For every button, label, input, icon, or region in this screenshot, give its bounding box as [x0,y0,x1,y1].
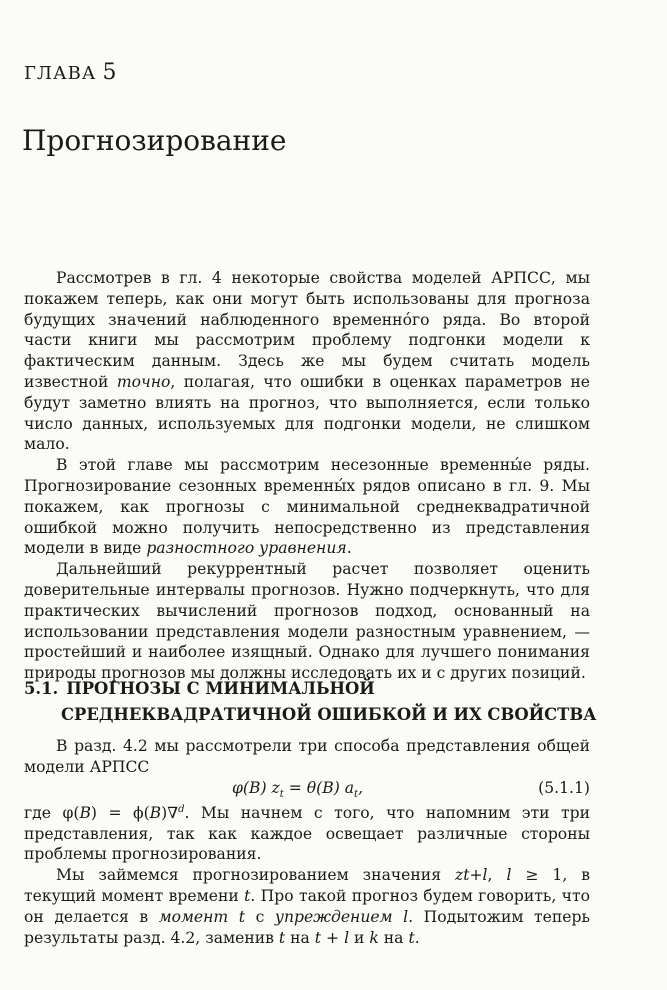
formula-expression: φ(B) $z_t = \theta(B)$ $a_t$, [232,778,364,800]
section-title-line1: ПРОГНОЗЫ С МИНИМАЛЬНОЙ [66,679,375,698]
formula-number: (5.1.1) [538,778,590,797]
chapter-title: Прогнозирование [22,124,287,157]
formula-5-1-1 [24,778,590,800]
chapter-label-text: ГЛАВА [24,63,97,84]
section-paragraph-1: В разд. 4.2 мы рассмотрели три способа представления общей модели АРПСС [24,737,590,776]
section-number: 5.1. [24,679,59,698]
intro-paragraph-2: В этой главе мы рассмотрим несезонные временны́е ряды. Прогнозирование сезонных временны́х рядов описано в гл. 9. Мы покажем, как прогнозы с минимальной среднеквадратичной ошибкой можно получить непосредственно из представления модели в виде разностного уравнения. [24,456,590,558]
section-paragraph-2: Мы займемся прогнозированием значения zt+l, l ≥ 1, в текущий момент времени t. Про такой прогноз будем говорить, что он делается в момент t с упреждением l. Подытожим теперь результаты разд. 4.2, заменив t на t + l и k на t. [24,866,590,947]
intro-paragraph-1: Рассмотрев в гл. 4 некоторые свойства моделей АРПСС, мы покажем теперь, как они могут быть использованы для прогноза будущих значений наблюденного временно́го ряда. Во второй части книги мы рассмотрим проблему подгонки модели к фактическим данным. Здесь же мы будем считать модель известной точно, полагая, что ошибки в оценках параметров не будут заметно влиять на прогноз, что выполняется, если только число данных, используемых для подгонки модели, не слишком мало. [24,269,590,454]
section-paragraph-1-continued: где φ(B) = ϕ(B)∇$^d$. Мы начнем с того, что напомним эти три представления, так как каждое освещает различные стороны проблемы прогнозирования. [24,803,590,864]
section-title-line2: СРЕДНЕКВАДРАТИЧНОЙ ОШИБКОЙ И ИХ СВОЙСТВА [61,705,597,724]
section-heading [24,676,604,728]
chapter-label [24,60,117,85]
chapter-number: 5 [102,60,118,85]
intro-text [24,268,590,684]
intro-paragraph-3: Дальнейший рекуррентный расчет позволяет оценить доверительные интервалы прогнозов. Нужно подчеркнуть, что для практических вычислений прогнозов подход, основанный на использовании представления модели разностным уравнением, — простейший и наиболее изящный. Однако для лучшего понимания природы прогнозов мы должны исследовать их и с других позиций. [24,560,590,683]
section-intro [24,736,590,948]
